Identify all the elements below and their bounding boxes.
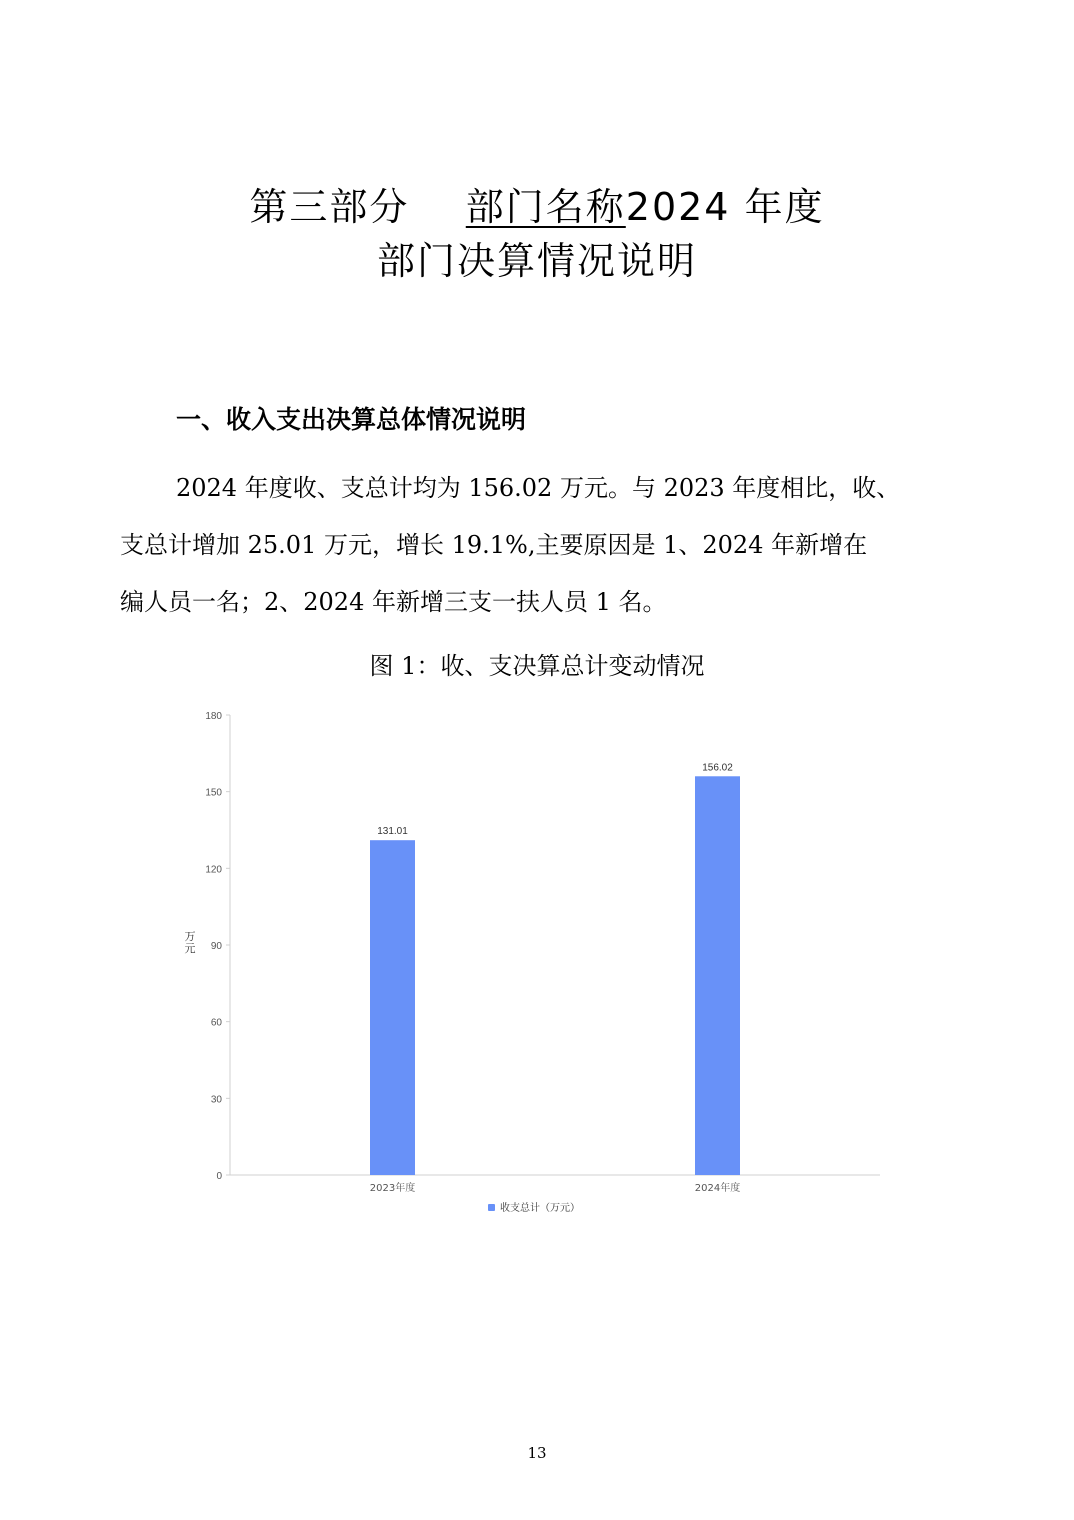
section-heading: 一、收入支出决算总体情况说明 bbox=[176, 405, 527, 434]
y-tick-label: 120 bbox=[205, 864, 222, 876]
title-suffix: 2024 年度 bbox=[625, 185, 825, 229]
y-tick-label: 0 bbox=[216, 1171, 222, 1182]
bar-value-label: 156.02 bbox=[702, 762, 733, 774]
bar bbox=[695, 776, 740, 1175]
figure-caption: 图 1：收、支决算总计变动情况 bbox=[369, 652, 705, 680]
body-line-1: 2024 年度收、支总计均为 156.02 万元。与 2023 年度相比，收、 bbox=[176, 474, 901, 502]
body-line-3: 编人员一名；2、2024 年新增三支一扶人员 1 名。 bbox=[120, 588, 667, 616]
bar bbox=[370, 840, 415, 1175]
x-tick-label: 2023年度 bbox=[369, 1183, 416, 1194]
title-dept-name: 部门名称 bbox=[465, 185, 626, 229]
bar-chart bbox=[170, 700, 910, 1240]
y-axis-label: 万元 bbox=[184, 930, 196, 955]
page-title-line2: 部门决算情况说明 bbox=[376, 239, 697, 283]
title-prefix: 第三部分 bbox=[249, 185, 410, 229]
y-tick-label: 30 bbox=[210, 1094, 222, 1106]
page-number: 13 bbox=[527, 1444, 547, 1462]
y-tick-label: 150 bbox=[205, 787, 222, 799]
bar-value-label: 131.01 bbox=[377, 826, 408, 838]
body-line-2: 支总计增加 25.01 万元，增长 19.1%,主要原因是 1、2024 年新增在 bbox=[120, 531, 868, 559]
y-tick-label: 90 bbox=[210, 941, 222, 952]
legend-label: 收支总计（万元） bbox=[500, 1203, 580, 1214]
y-tick-label: 60 bbox=[210, 1017, 222, 1029]
y-tick-label: 180 bbox=[205, 711, 222, 722]
page-title-line1 bbox=[0, 176, 1074, 231]
legend-swatch bbox=[488, 1204, 495, 1211]
x-tick-label: 2024年度 bbox=[694, 1183, 741, 1194]
